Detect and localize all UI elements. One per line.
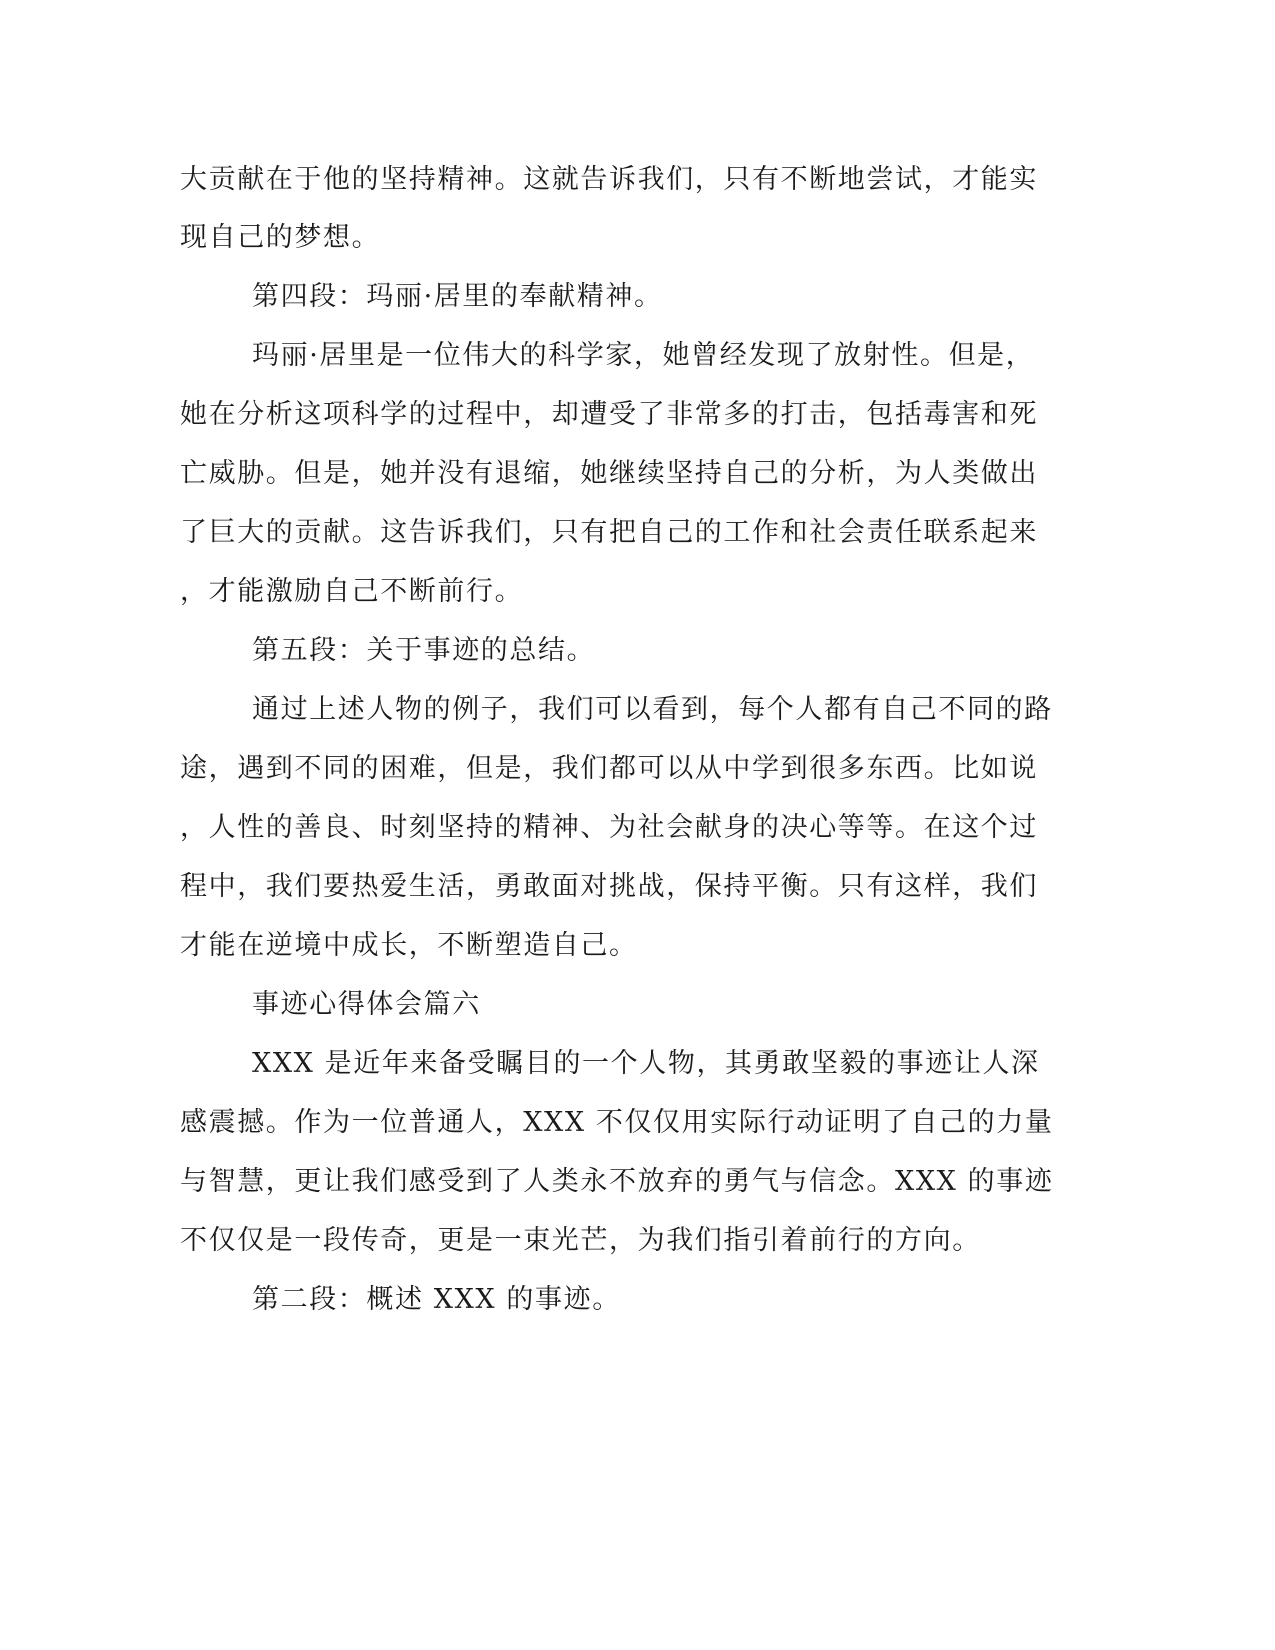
text-line-8: ，才能激励自己不断前行。 [180, 576, 524, 607]
section-heading-4: 第四段：玛丽·居里的奉献精神。 [252, 281, 663, 312]
text-line-5: 她在分析这项科学的过程中，却遭受了非常多的打击，包括毒害和死 [180, 399, 1038, 430]
text-line-11: 途，遇到不同的困难，但是，我们都可以从中学到很多东西。比如说 [180, 753, 1038, 784]
text-line-14: 才能在逆境中成长，不断塑造自己。 [180, 930, 638, 961]
section-heading-5: 第五段：关于事迹的总结。 [252, 635, 596, 666]
text-line-12: ，人性的善良、时刻坚持的精神、为社会献身的决心等等。在这个过 [180, 812, 1038, 843]
text-line-19: 不仅仅是一段传奇，更是一束光芒，为我们指引着前行的方向。 [180, 1225, 981, 1256]
text-line-6: 亡威胁。但是，她并没有退缩，她继续坚持自己的分析，为人类做出 [180, 458, 1038, 489]
text-line-18: 与智慧，更让我们感受到了人类永不放弃的勇气与信念。XXX 的事迹 [180, 1166, 1054, 1197]
text-line-4: 玛丽·居里是一位伟大的科学家，她曾经发现了放射性。但是， [252, 340, 1035, 371]
text-line-17: 感震撼。作为一位普通人，XXX 不仅仅用实际行动证明了自己的力量 [180, 1107, 1054, 1138]
text-line-10: 通过上述人物的例子，我们可以看到，每个人都有自己不同的路 [252, 694, 1053, 725]
chapter-title-6: 事迹心得体会篇六 [252, 989, 481, 1020]
text-line-16: XXX 是近年来备受瞩目的一个人物，其勇敢坚毅的事迹让人深 [252, 1048, 1040, 1079]
text-line-2: 现自己的梦想。 [180, 222, 381, 253]
section-heading-2: 第二段：概述 XXX 的事迹。 [252, 1284, 621, 1315]
text-line-1: 大贡献在于他的坚持精神。这就告诉我们，只有不断地尝试，才能实 [180, 164, 1038, 195]
text-line-7: 了巨大的贡献。这告诉我们，只有把自己的工作和社会责任联系起来 [180, 517, 1038, 548]
text-line-13: 程中，我们要热爱生活，勇敢面对挑战，保持平衡。只有这样，我们 [180, 871, 1038, 902]
